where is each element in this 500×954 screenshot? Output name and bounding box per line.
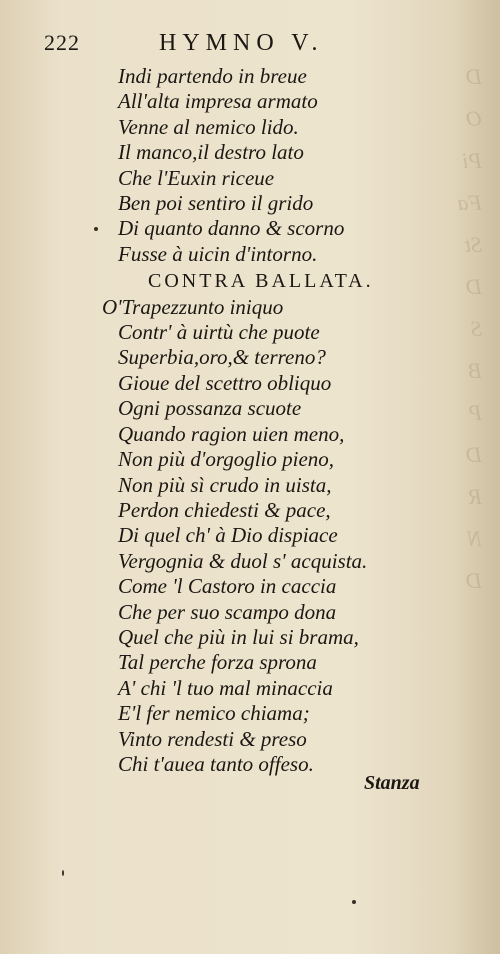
verse-line: Vinto rendesti & preso	[118, 726, 307, 751]
verse-line: All'alta impresa armato	[118, 89, 318, 114]
verse-line: Fusse à uicin d'intorno.	[118, 241, 318, 266]
page-header	[44, 30, 404, 60]
verse-line: Gioue del scettro obliquo	[118, 370, 332, 395]
verse-line: Non più sì crudo in uista,	[118, 472, 332, 497]
catchword: Stanza	[364, 772, 420, 794]
verse-line: A' chi 'l tuo mal minaccia	[118, 675, 333, 700]
verse-block	[96, 64, 426, 777]
verse-line: Ben poi sentiro il grido	[118, 191, 314, 216]
ink-speck	[94, 227, 98, 231]
verse-line: Che l'Euxin riceue	[118, 165, 275, 190]
show-through-text: D O Pi Fa St D S B P D R N D	[457, 64, 482, 593]
verse-line: Venne al nemico lido.	[118, 114, 299, 139]
verse-line: Di quanto danno & scorno	[118, 216, 345, 241]
verse-line: Quel che più in lui si brama,	[118, 624, 359, 649]
verse-line: Di quel ch' à Dio dispiace	[118, 523, 338, 548]
verse-line: Che per suo scampo dona	[118, 599, 337, 624]
ink-speck	[62, 870, 64, 876]
page-number: 222	[44, 30, 80, 55]
verse-line: Contr' à uirtù che puote	[118, 320, 320, 345]
section-heading: CONTRA BALLATA.	[148, 270, 374, 293]
verse-line: Vergognia & duol s' acquista.	[118, 548, 368, 573]
verse-line: Ogni possanza scuote	[118, 396, 302, 421]
verse-line: Indi partendo in breue	[118, 64, 307, 88]
verse-line: Perdon chiedesti & pace,	[118, 497, 331, 522]
verse-line: Come 'l Castoro in caccia	[118, 574, 337, 599]
verse-line: Superbia,oro,& terreno?	[118, 345, 326, 370]
verse-line: Il manco,il destro lato	[118, 140, 304, 165]
verse-line: E'l fer nemico chiama;	[118, 701, 310, 726]
verse-line: Tal perche forza sprona	[118, 650, 317, 675]
verse-line: Non più d'orgoglio pieno,	[118, 447, 335, 472]
verse-line: Chi t'auea tanto offeso.	[118, 751, 314, 776]
ink-speck	[352, 900, 356, 904]
running-head: HYMNO V.	[159, 30, 324, 56]
verse-line: O'Trapezzunto iniquo	[102, 294, 284, 319]
verse-line: Quando ragion uien meno,	[118, 421, 345, 446]
